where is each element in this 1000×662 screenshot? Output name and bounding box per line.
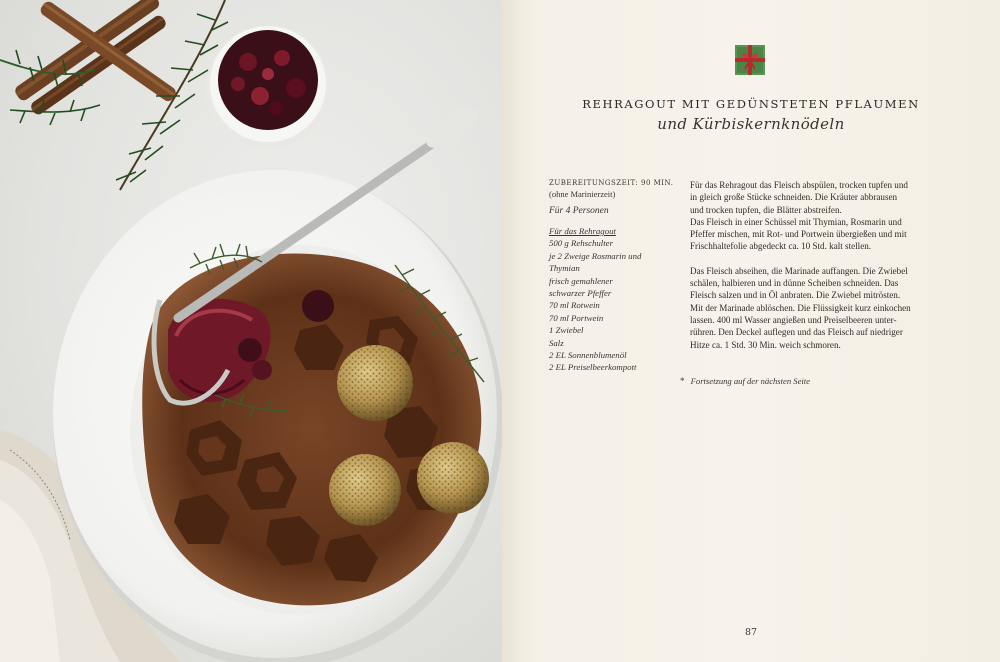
ingredient-item: 500 g Rehschulter [549, 238, 614, 249]
star-icon: * [680, 376, 685, 386]
ingredient-item: 2 EL Sonnenblumenöl [549, 350, 627, 361]
ingredient-item: Salz [549, 337, 564, 348]
instruction-line: Frischhaltefolie abgedeckt ca. 10 Std. kalt stellen. [690, 241, 872, 252]
instruction-line: Mit der Marinade ablöschen. Die Flüssigkeit kurz einkochen [690, 302, 911, 313]
instruction-line: schälen, halbieren und in dünne Scheiben schneiden. Das [690, 278, 899, 289]
ingredient-item: Thymian [549, 263, 580, 274]
ingredient-item: frisch gemahlener [549, 275, 613, 286]
ingredient-item: schwarzer Pfeffer [549, 288, 612, 299]
instruction-line: Für das Rehragout das Fleisch abspülen, trocken tupfen und [690, 180, 908, 190]
recipe-page [502, 0, 1000, 662]
ingredient-item: 1 Zwiebel [549, 325, 584, 336]
recipe-title: REHRAGOUT MIT GEDÜNSTETEN PFLAUMEN [582, 97, 920, 111]
ingredients-heading: Für das Rehragout [549, 226, 616, 236]
instruction-paragraph [690, 265, 952, 351]
continuation-note [680, 376, 810, 386]
instruction-line: und trocken tupfen, die Blätter abstreifen. [690, 204, 842, 215]
instruction-line: lassen. 400 ml Wasser angießen und Preiselbeeren unter- [690, 314, 897, 325]
instruction-line: Fleisch salzen und in Öl anbraten. Die Zwiebel mitrösten. [690, 290, 901, 301]
recipe-sidebar [549, 179, 684, 374]
instruction-line: in gleich große Stücke schneiden. Die Kräuter abbrausen [690, 192, 898, 203]
instruction-line: Pfeffer mischen, mit Rot- und Portwein übergießen und mit [690, 229, 907, 240]
instruction-line: rühren. Den Deckel auflegen und das Fleisch auf niedriger [690, 327, 903, 338]
ingredient-item: je 2 Zweige Rosmarin und [549, 250, 642, 261]
continuation-text: Fortsetzung auf der nächsten Seite [690, 376, 810, 386]
page-number: 87 [744, 627, 758, 638]
cranberry-bowl [206, 26, 330, 150]
servings: Für 4 Personen [549, 206, 609, 216]
instruction-line: Das Fleisch abseihen, die Marinade auffangen. Die Zwiebel [690, 265, 908, 276]
ingredient-item: 2 EL Preiselbeerkompott [549, 362, 637, 373]
ingredient-item: 70 ml Portwein [549, 312, 604, 323]
prep-time: ZUBEREITUNGSZEIT: 90 MIN. [549, 179, 674, 187]
ingredient-item: 70 ml Rotwein [549, 300, 600, 311]
instruction-paragraph [690, 179, 952, 253]
ingredient-list [549, 225, 684, 374]
instruction-line: Hitze ca. 1 Std. 30 Min. weich schmoren. [690, 339, 841, 350]
gift-icon [735, 45, 765, 75]
prep-note: (ohne Marinierzeit) [549, 189, 616, 199]
recipe-subtitle: und Kürbiskernknödeln [657, 115, 845, 133]
cinnamon-sticks [13, 0, 178, 119]
instruction-line: Das Fleisch in einer Schüssel mit Thymian, Rosmarin und [690, 216, 902, 227]
recipe-instructions [690, 179, 952, 363]
